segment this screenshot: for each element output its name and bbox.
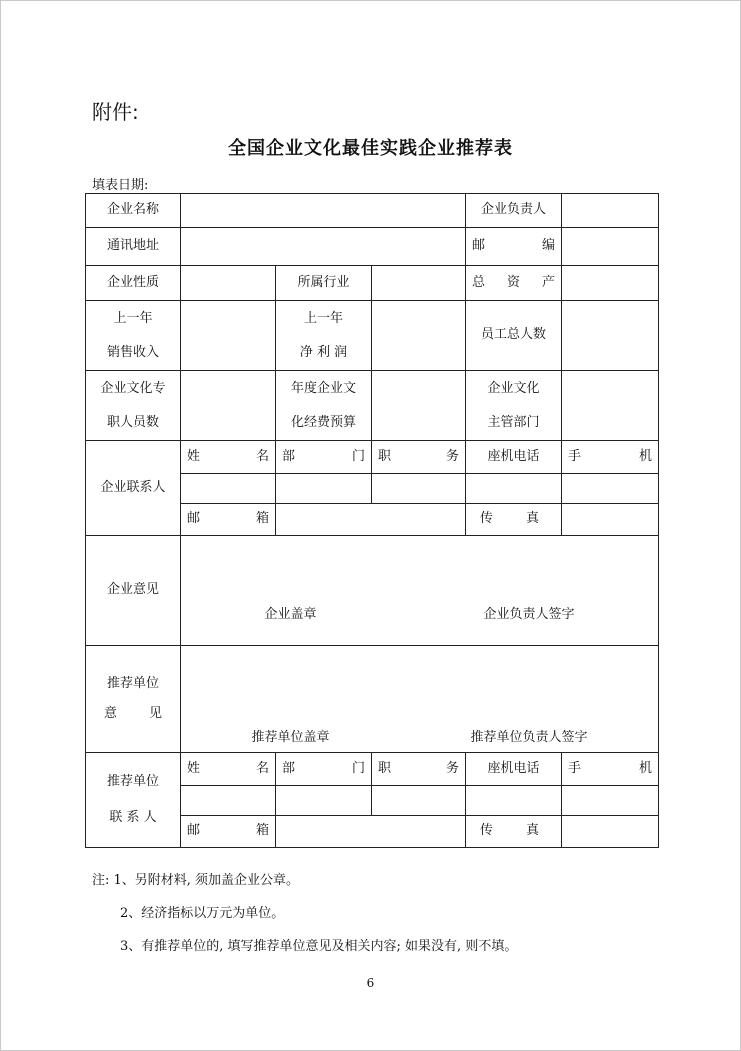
nature-label: 企业性质 [86, 266, 181, 301]
address-field[interactable] [181, 228, 466, 266]
contact-dept-field[interactable] [276, 474, 372, 504]
recommender-opinion-field[interactable] [181, 646, 659, 753]
culture-staff-label: 企业文化专 职人员数 [86, 371, 181, 441]
rec-mobile-header: 手 机 [562, 753, 659, 786]
rec-email-label: 邮 箱 [181, 816, 276, 848]
nature-field[interactable] [181, 266, 276, 301]
recommender-signature-label: 推荐单位负责人签字 [470, 729, 588, 745]
company-opinion-field[interactable] [181, 536, 659, 646]
company-head-field[interactable] [562, 194, 659, 228]
culture-budget-label: 年度企业文 化经费预算 [276, 371, 372, 441]
employees-field[interactable] [562, 301, 659, 371]
company-contact-label: 企业联系人 [86, 441, 181, 536]
company-seal-label: 企业盖章 [264, 606, 317, 622]
contact-fax-field[interactable] [562, 504, 659, 536]
rec-mobile-field[interactable] [562, 786, 659, 816]
note-3: 3、有推荐单位的, 填写推荐单位意见及相关内容; 如果没有, 则不填。 [120, 939, 518, 954]
contact-mobile-header: 手 机 [562, 441, 659, 474]
recommendation-form [85, 193, 659, 848]
culture-dept-label: 企业文化 主管部门 [466, 371, 562, 441]
rec-name-field[interactable] [181, 786, 276, 816]
recommender-contact-label: 推荐单位 联 系 人 [86, 753, 181, 848]
company-signature-label: 企业负责人签字 [483, 606, 575, 622]
company-name-field[interactable] [181, 194, 466, 228]
contact-email-field[interactable] [276, 504, 466, 536]
total-assets-label: 总 资 产 [466, 266, 562, 301]
page-title: 全国企业文化最佳实践企业推荐表 [228, 138, 513, 159]
notes [92, 864, 517, 963]
contact-mobile-field[interactable] [562, 474, 659, 504]
rec-dept-header: 部 门 [276, 753, 372, 786]
company-opinion-label: 企业意见 [86, 536, 181, 646]
employees-label: 员工总人数 [466, 301, 562, 371]
fill-date-label: 填表日期: [92, 178, 149, 193]
rec-email-field[interactable] [276, 816, 466, 848]
note-2: 2、经济指标以万元为单位。 [120, 906, 285, 921]
culture-staff-field[interactable] [181, 371, 276, 441]
note-1: 注: 1、另附材料, 须加盖企业公章。 [92, 873, 300, 888]
total-assets-field[interactable] [562, 266, 659, 301]
last-year-sales-label: 上一年 销售收入 [86, 301, 181, 371]
contact-position-header: 职 务 [372, 441, 466, 474]
rec-position-header: 职 务 [372, 753, 466, 786]
contact-name-header: 姓 名 [181, 441, 276, 474]
last-year-profit-field[interactable] [372, 301, 466, 371]
recommender-opinion-label: 推荐单位 意 见 [86, 646, 181, 753]
rec-landline-field[interactable] [466, 786, 562, 816]
rec-fax-label: 传 真 [466, 816, 562, 848]
page-number: 6 [366, 976, 375, 990]
culture-dept-field[interactable] [562, 371, 659, 441]
rec-position-field[interactable] [372, 786, 466, 816]
postcode-label: 邮 编 [466, 228, 562, 266]
rec-landline-header: 座机电话 [466, 753, 562, 786]
industry-field[interactable] [372, 266, 466, 301]
last-year-profit-label: 上一年 净 利 润 [276, 301, 372, 371]
company-head-label: 企业负责人 [466, 194, 562, 228]
contact-landline-header: 座机电话 [466, 441, 562, 474]
rec-name-header: 姓 名 [181, 753, 276, 786]
contact-dept-header: 部 门 [276, 441, 372, 474]
company-name-label: 企业名称 [86, 194, 181, 228]
industry-label: 所属行业 [276, 266, 372, 301]
recommender-seal-label: 推荐单位盖章 [251, 729, 330, 745]
rec-fax-field[interactable] [562, 816, 659, 848]
contact-landline-field[interactable] [466, 474, 562, 504]
attachment-label: 附件: [92, 100, 139, 124]
culture-budget-field[interactable] [372, 371, 466, 441]
contact-position-field[interactable] [372, 474, 466, 504]
address-label: 通讯地址 [86, 228, 181, 266]
contact-email-label: 邮 箱 [181, 504, 276, 536]
rec-dept-field[interactable] [276, 786, 372, 816]
postcode-field[interactable] [562, 228, 659, 266]
contact-name-field[interactable] [181, 474, 276, 504]
last-year-sales-field[interactable] [181, 301, 276, 371]
contact-fax-label: 传 真 [466, 504, 562, 536]
